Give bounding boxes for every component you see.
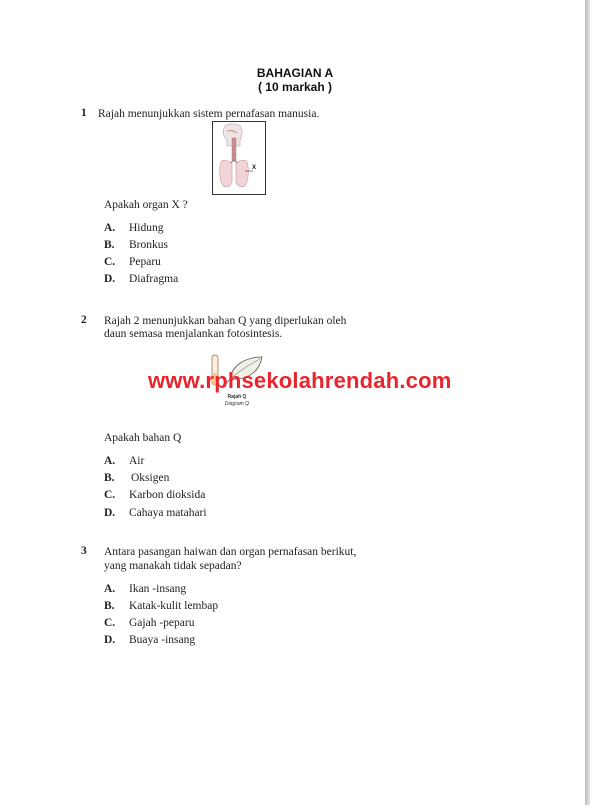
- watermark-url: www.rphsekolahrendah.com: [148, 368, 452, 393]
- section-marks: ( 10 markah ): [257, 80, 333, 94]
- q2-option-c-text[interactable]: Karbon dioksida: [129, 489, 206, 501]
- q1-option-b-letter: B.: [104, 239, 115, 251]
- question-2-text-line-1: Rajah 2 menunjukkan bahan Q yang diperlukan oleh: [104, 315, 347, 327]
- question-2-text-line-2: daun semasa menjalankan fotosintesis.: [104, 328, 283, 340]
- q3-option-c-letter: C.: [104, 617, 116, 629]
- q3-option-a-text[interactable]: Ikan -insang: [129, 583, 187, 595]
- q1-option-d-text[interactable]: Diafragma: [129, 273, 179, 285]
- question-1-number: 1: [81, 107, 87, 119]
- respiratory-system-figure: [212, 121, 266, 195]
- q2-option-d-letter: D.: [104, 507, 116, 519]
- q3-option-a-letter: A.: [104, 583, 116, 595]
- respiratory-system-illustration: [213, 122, 265, 194]
- diagram-q-caption-en: Diagram Q: [224, 401, 250, 407]
- q3-option-d-letter: D.: [104, 634, 116, 646]
- q1-option-c-text[interactable]: Peparu: [129, 256, 161, 268]
- question-2-prompt: Apakah bahan Q: [104, 432, 182, 444]
- q1-option-d-letter: D.: [104, 273, 116, 285]
- q1-option-c-letter: C.: [104, 256, 116, 268]
- question-3-text-line-2: yang manakah tidak sepadan?: [104, 560, 242, 572]
- page-edge: [585, 0, 590, 805]
- q2-option-b-text[interactable]: Oksigen: [131, 472, 170, 484]
- diagram-q-caption: Rajah Q: [227, 394, 247, 400]
- question-3-number: 3: [81, 545, 87, 557]
- q1-option-a-text[interactable]: Hidung: [129, 222, 164, 234]
- q3-option-b-letter: B.: [104, 600, 115, 612]
- q1-option-a-letter: A.: [104, 222, 116, 234]
- question-1-prompt: Apakah organ X ?: [104, 199, 188, 211]
- q2-option-d-text[interactable]: Cahaya matahari: [129, 507, 207, 519]
- question-1-text: Rajah menunjukkan sistem pernafasan manusia.: [98, 108, 320, 120]
- q2-option-a-text[interactable]: Air: [129, 455, 145, 467]
- q1-option-b-text[interactable]: Bronkus: [129, 239, 168, 251]
- q2-option-b-letter: B.: [104, 472, 115, 484]
- question-3-text-line-1: Antara pasangan haiwan dan organ pernafasan berikut,: [104, 546, 357, 558]
- q2-option-c-letter: C.: [104, 489, 116, 501]
- section-title: BAHAGIAN A: [256, 66, 334, 80]
- q3-option-d-text[interactable]: Buaya -insang: [129, 634, 196, 646]
- q3-option-c-text[interactable]: Gajah -peparu: [129, 617, 195, 629]
- q2-option-a-letter: A.: [104, 455, 116, 467]
- q3-option-b-text[interactable]: Katak-kulit lembap: [129, 600, 219, 612]
- organ-x-label: X: [252, 165, 257, 171]
- question-2-number: 2: [81, 314, 87, 326]
